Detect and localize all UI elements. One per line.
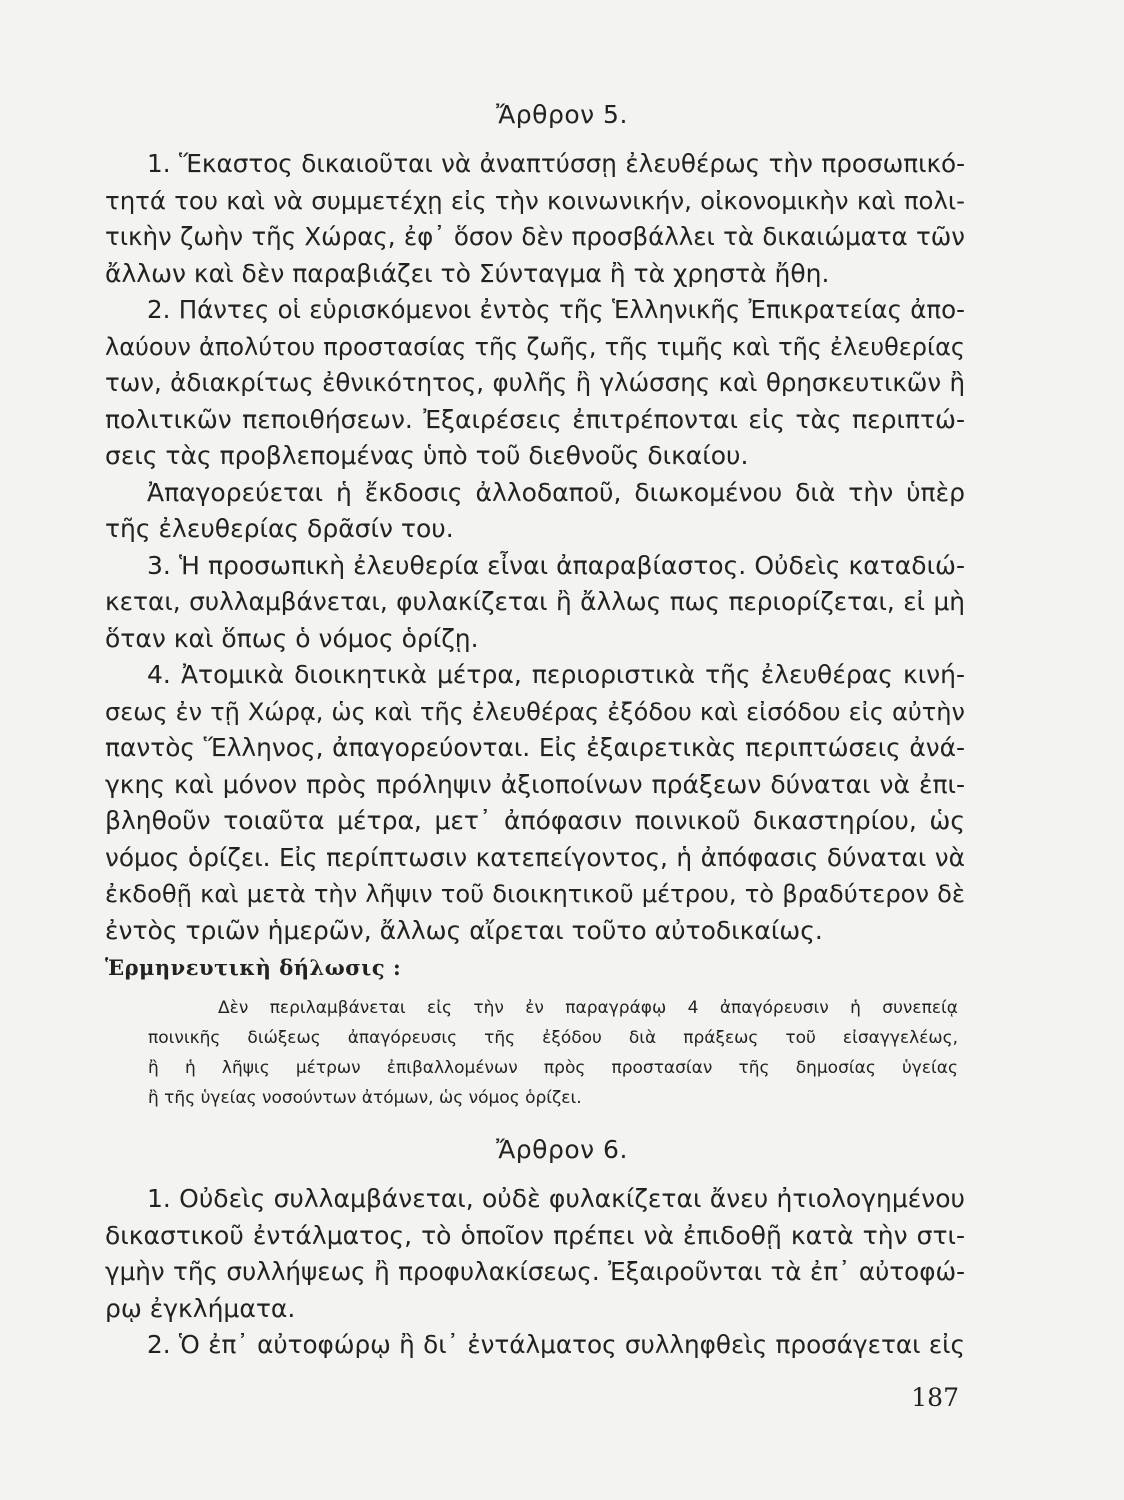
text-line: 2. Πάντες οἱ εὑρισκόμενοι ἐντὸς τῆς Ἑλληνικῆς Ἐπικρατείας ἀπο- [147,295,965,324]
article-5-body [105,146,965,949]
text-line: ἐκδοθῇ καὶ μετὰ τὴν λῆψιν τοῦ διοικητικοῦ μέτρου, τὸ βραδύτερον δὲ [105,880,965,908]
text-line: 2. Ὁ ἐπ᾽ αὐτοφώρῳ ἢ δι᾽ ἐντάλματος συλληφθεὶς προσάγεται εἰς [147,1330,965,1359]
page-number: 187 [911,1383,959,1412]
note-line: ποινικῆς διώξεως ἀπαγόρευσις τῆς ἐξόδου διὰ πράξεως τοῦ εἰσαγγελέως, [148,1028,958,1048]
text-line: τῆς ἐλευθερίας δρᾶσίν του. [105,514,454,543]
text-line: 1. Οὐδεὶς συλλαμβάνεται, οὐδὲ φυλακίζεται ἄνευ ἠτιολογημένου [147,1184,965,1213]
interpretive-note-title: Ἑρμηνευτικὴ δήλωσις : [105,955,402,980]
text-line: ρῳ ἐγκλήματα. [105,1293,296,1323]
text-line: νόμος ὁρίζει. Εἰς περίπτωσιν κατεπείγοντος, ἡ ἀπόφασις δύναται νὰ [105,842,965,872]
article-6-body [105,1181,965,1364]
note-line: ἢ τῆς ὑγείας νοσούντων ἀτόμων, ὡς νόμος ὁρίζει. [148,1088,582,1108]
text-line: ἐντὸς τριῶν ἡμερῶν, ἄλλως αἴρεται τοῦτο αὐτοδικαίως. [105,915,823,945]
text-line: γμὴν τῆς συλλήψεως ἢ προφυλακίσεως. Ἐξαιροῦνται τὰ ἐπ᾽ αὐτοφώ- [105,1257,965,1286]
note-line: Δὲν περιλαμβάνεται εἰς τὴν ἐν παραγράφῳ 4 ἀπαγόρευσιν ἡ συνεπείᾳ [218,998,958,1018]
text-line: βληθοῦν τοιαῦτα μέτρα, μετ᾽ ἀπόφασιν ποινικοῦ δικαστηρίου, ὡς [105,806,965,835]
note-line: ἢ ἡ λῆψις μέτρων ἐπιβαλλομένων πρὸς προστασίαν τῆς δημοσίας ὑγείας [148,1058,958,1078]
text-line: ὅταν καὶ ὅπως ὁ νόμος ὁρίζῃ. [105,623,479,653]
text-line: κεται, συλλαμβάνεται, φυλακίζεται ἢ ἄλλως πως περιορίζεται, εἰ μὴ [105,587,965,616]
article-6-heading: Ἄρθρον 6. [496,1135,628,1164]
article-5-heading: Ἄρθρον 5. [496,100,628,129]
text-line: τητά του καὶ νὰ συμμετέχῃ εἰς τὴν κοινωνικήν, οἰκονομικὴν καὶ πολι- [105,185,965,215]
text-line: 3. Ἡ προσωπικὴ ἐλευθερία εἶναι ἀπαραβίαστος. Οὐδεὶς καταδιώ- [147,550,965,580]
text-line: λαύουν ἀπολύτου προστασίας τῆς ζωῆς, τῆς τιμῆς καὶ τῆς ἐλευθερίας [105,332,965,361]
text-line: των, ἀδιακρίτως ἐθνικότητος, φυλῆς ἢ γλώσσης καὶ θρησκευτικῶν ἢ [105,368,965,397]
text-line: 1. Ἕκαστος δικαιοῦται νὰ ἀναπτύσσῃ ἐλευθέρως τὴν προσωπικό- [147,149,965,178]
text-line: τικὴν ζωὴν τῆς Χώρας, ἐφ᾽ ὅσον δὲν προσβάλλει τὰ δικαιώματα τῶν [105,222,965,251]
text-line: Ἀπαγορεύεται ἡ ἔκδοσις ἀλλοδαποῦ, διωκομένου διὰ τὴν ὑπὲρ [147,477,965,507]
text-line: γκης καὶ μόνον πρὸς πρόληψιν ἀξιοποίνων πράξεων δύναται νὰ ἐπι- [105,769,965,799]
text-line: σεις τὰς προβλεπομένας ὑπὸ τοῦ διεθνοῦς δικαίου. [105,441,749,470]
interpretive-note-body [148,993,958,1113]
text-line: σεως ἐν τῇ Χώρᾳ, ὡς καὶ τῆς ἐλευθέρας ἐξόδου καὶ εἰσόδου εἰς αὐτὴν [105,697,965,726]
text-line: ἄλλων καὶ δὲν παραβιάζει τὸ Σύνταγμα ἢ τὰ χρηστὰ ἤθη. [105,258,830,288]
text-line: 4. Ἀτομικὰ διοικητικὰ μέτρα, περιοριστικὰ τῆς ἐλευθέρας κινή- [147,660,965,689]
text-line: παντὸς Ἕλληνος, ἀπαγορεύονται. Εἰς ἐξαιρετικὰς περιπτώσεις ἀνά- [105,733,965,762]
text-line: πολιτικῶν πεποιθήσεων. Ἐξαιρέσεις ἐπιτρέπονται εἰς τὰς περιπτώ- [105,404,965,434]
text-line: δικαστικοῦ ἐντάλματος, τὸ ὁποῖον πρέπει νὰ ἐπιδοθῇ κατὰ τὴν στι- [105,1220,965,1250]
